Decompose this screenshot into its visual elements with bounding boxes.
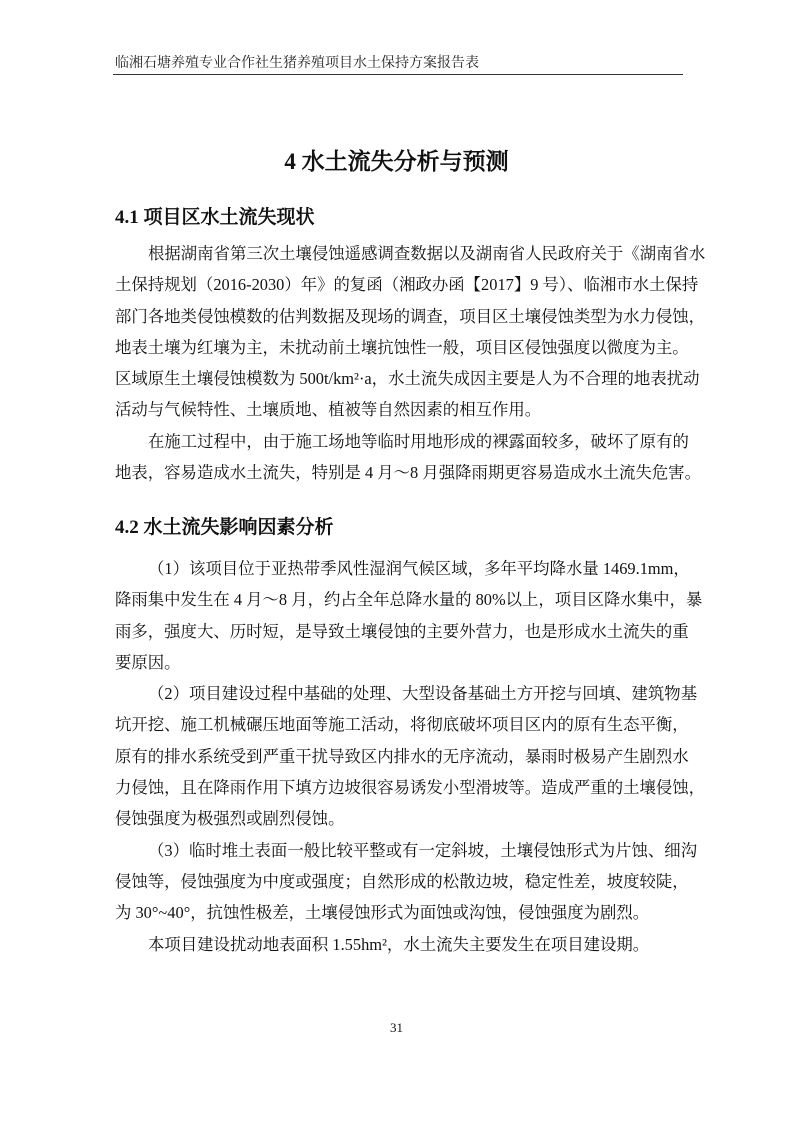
paragraph-line: 为 30°~40°，抗蚀性极差，土壤侵蚀形式为面蚀或沟蚀，侵蚀强度为剧烈。 [115, 903, 650, 923]
paragraph-line: 活动与气候特性、土壤质地、植被等自然因素的相互作用。 [115, 400, 542, 420]
paragraph-line: 区域原生土壤侵蚀模数为 500t/km²·a，水土流失成因主要是人为不合理的地表扰动 [115, 369, 700, 389]
paragraph-line: 降雨集中发生在 4 月～8 月，约占全年总降水量的 80%以上，项目区降水集中，暴 [115, 590, 703, 610]
chapter-title: 4 水土流失分析与预测 [284, 149, 509, 174]
paragraph-line: （1）该项目位于亚热带季风性湿润气候区域，多年平均降水量 1469.1mm， [148, 559, 690, 578]
paragraph-line: 地表，容易造成水土流失，特别是 4 月～8 月强降雨期更容易造成水土流失危害。 [115, 463, 701, 483]
paragraph-line: 侵蚀等，侵蚀强度为中度或强度；自然形成的松散边坡，稳定性差，坡度较陡， [115, 871, 689, 891]
paragraph-line: 要原因。 [115, 652, 181, 672]
paragraph-line: 坑开挖、施工机械碾压地面等施工活动，将彻底破坏项目区内的原有生态平衡， [115, 715, 689, 735]
paragraph-line: 根据湖南省第三次土壤侵蚀遥感调查数据以及湖南省人民政府关于《湖南省水 [148, 244, 706, 263]
paragraph-line: 力侵蚀，且在降雨作用下填方边坡很容易诱发小型滑坡等。造成严重的土壤侵蚀， [115, 778, 706, 798]
page-number: 31 [390, 1020, 403, 1035]
paragraph-line: 地表土壤为红壤为主，未扰动前土壤抗蚀性一般，项目区侵蚀强度以微度为主。 [115, 337, 689, 357]
paragraph-line: 侵蚀强度为极强烈或剧烈侵蚀。 [115, 809, 345, 829]
section-heading-4-1: 4.1 项目区水土流失现状 [115, 207, 315, 228]
paragraph-line: 本项目建设扰动地表面积 1.55hm²，水土流失主要发生在项目建设期。 [148, 934, 650, 954]
section-heading-4-2: 4.2 水土流失影响因素分析 [115, 517, 334, 538]
paragraph-line: （3）临时堆土表面一般比较平整或有一定斜坡，土壤侵蚀形式为片蚀、细沟 [148, 840, 698, 860]
paragraph-line: （2）项目建设过程中基础的处理、大型设备基础土方开挖与回填、建筑物基 [148, 684, 698, 704]
paragraph-line: 部门各地类侵蚀模数的估判数据及现场的调查，项目区土壤侵蚀类型为水力侵蚀， [115, 306, 706, 326]
paragraph-line: 雨多，强度大、历时短，是导致土壤侵蚀的主要外营力，也是形成水土流失的重 [115, 621, 689, 641]
section-4-2-body [115, 553, 706, 960]
paragraph-line: 原有的排水系统受到严重干扰导致区内排水的无序流动，暴雨时极易产生剧烈水 [115, 746, 689, 766]
paragraph-line: 土保持规划（2016-2030）年》的复函（湘政办函【2017】9 号）、临湘市水土保持 [115, 275, 699, 295]
running-header: 临湘石塘养殖专业合作社生猪养殖项目水土保持方案报告表 [115, 56, 479, 71]
paragraph-line: 在施工过程中，由于施工场地等临时用地形成的裸露面较多，破坏了原有的 [148, 431, 689, 451]
section-4-1-body [115, 238, 706, 488]
header-rule [113, 74, 683, 75]
